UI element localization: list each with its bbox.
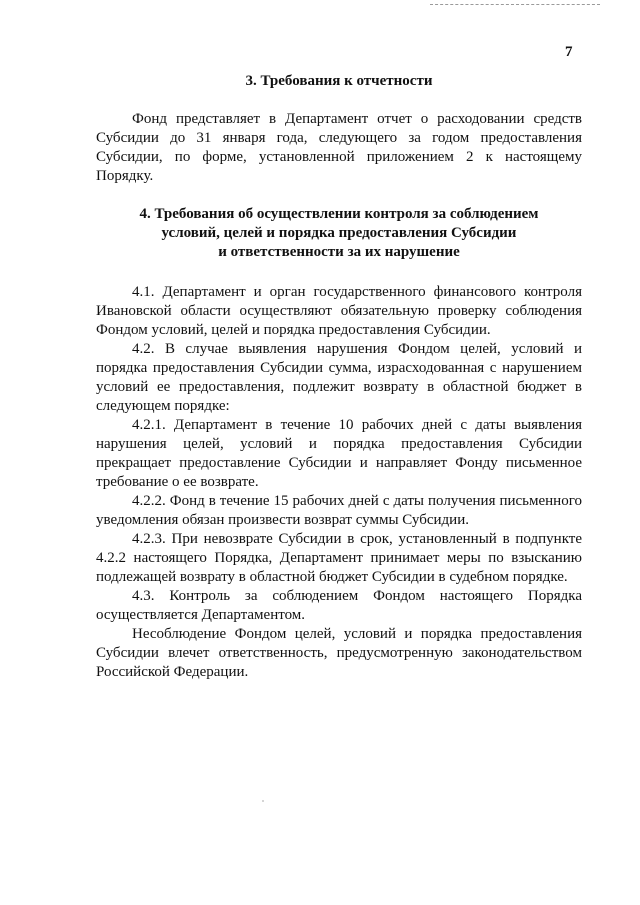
clause-4-1: 4.1. Департамент и орган государственного финансового контроля Ивановской области осуществляют обязательную проверку соблюдения Фондом условий, целей и порядка предоставления Субсидии. xyxy=(96,284,582,338)
page-number: 7 xyxy=(565,44,573,60)
clause-4-2: 4.2. В случае выявления нарушения Фондом целей, условий и порядка предоставления Субсидии сумма, израсходованная с нарушением условий ее предоставления, подлежит возврату в областной бюджет в следующем порядке: xyxy=(96,341,582,414)
clause-4-2-3: 4.2.3. При невозврате Субсидии в срок, установленный в подпункте 4.2.2 настоящего Порядка, Департамент принимает меры по взысканию подлежащей возврату в областной бюджет Субсидии в судебном порядке. xyxy=(96,531,582,585)
liability-paragraph: Несоблюдение Фондом целей, условий и порядка предоставления Субсидии влечет ответственность, предусмотренную законодательством Российской Федерации. xyxy=(96,626,582,680)
section-3-title: 3. Требования к отчетности xyxy=(245,73,433,89)
section-4-title xyxy=(96,205,582,262)
section-4-title-line: и ответственности за их нарушение xyxy=(218,244,460,260)
scan-speck xyxy=(262,800,264,802)
scan-top-rule xyxy=(430,4,600,5)
section-4-title-line: условий, целей и порядка предоставления Субсидии xyxy=(161,225,517,241)
clause-4-2-1: 4.2.1. Департамент в течение 10 рабочих дней с даты выявления нарушения целей, условий и порядка предоставления Субсидии прекращает предоставление Субсидии и направляет Фонду письменное требование о ее возврате. xyxy=(96,417,582,490)
section-4-title-line: 4. Требования об осуществлении контроля за соблюдением xyxy=(139,206,539,222)
section-3-paragraph: Фонд представляет в Департамент отчет о расходовании средств Субсидии до 31 января года, следующего за годом предоставления Субсидии, по форме, установленной приложением 2 к настоящему Порядку. xyxy=(96,111,582,184)
clause-4-2-2: 4.2.2. Фонд в течение 15 рабочих дней с даты получения письменного уведомления обязан произвести возврат суммы Субсидии. xyxy=(96,493,582,528)
document-body xyxy=(96,72,582,682)
clause-4-3: 4.3. Контроль за соблюдением Фондом настоящего Порядка осуществляется Департаментом. xyxy=(96,588,582,623)
